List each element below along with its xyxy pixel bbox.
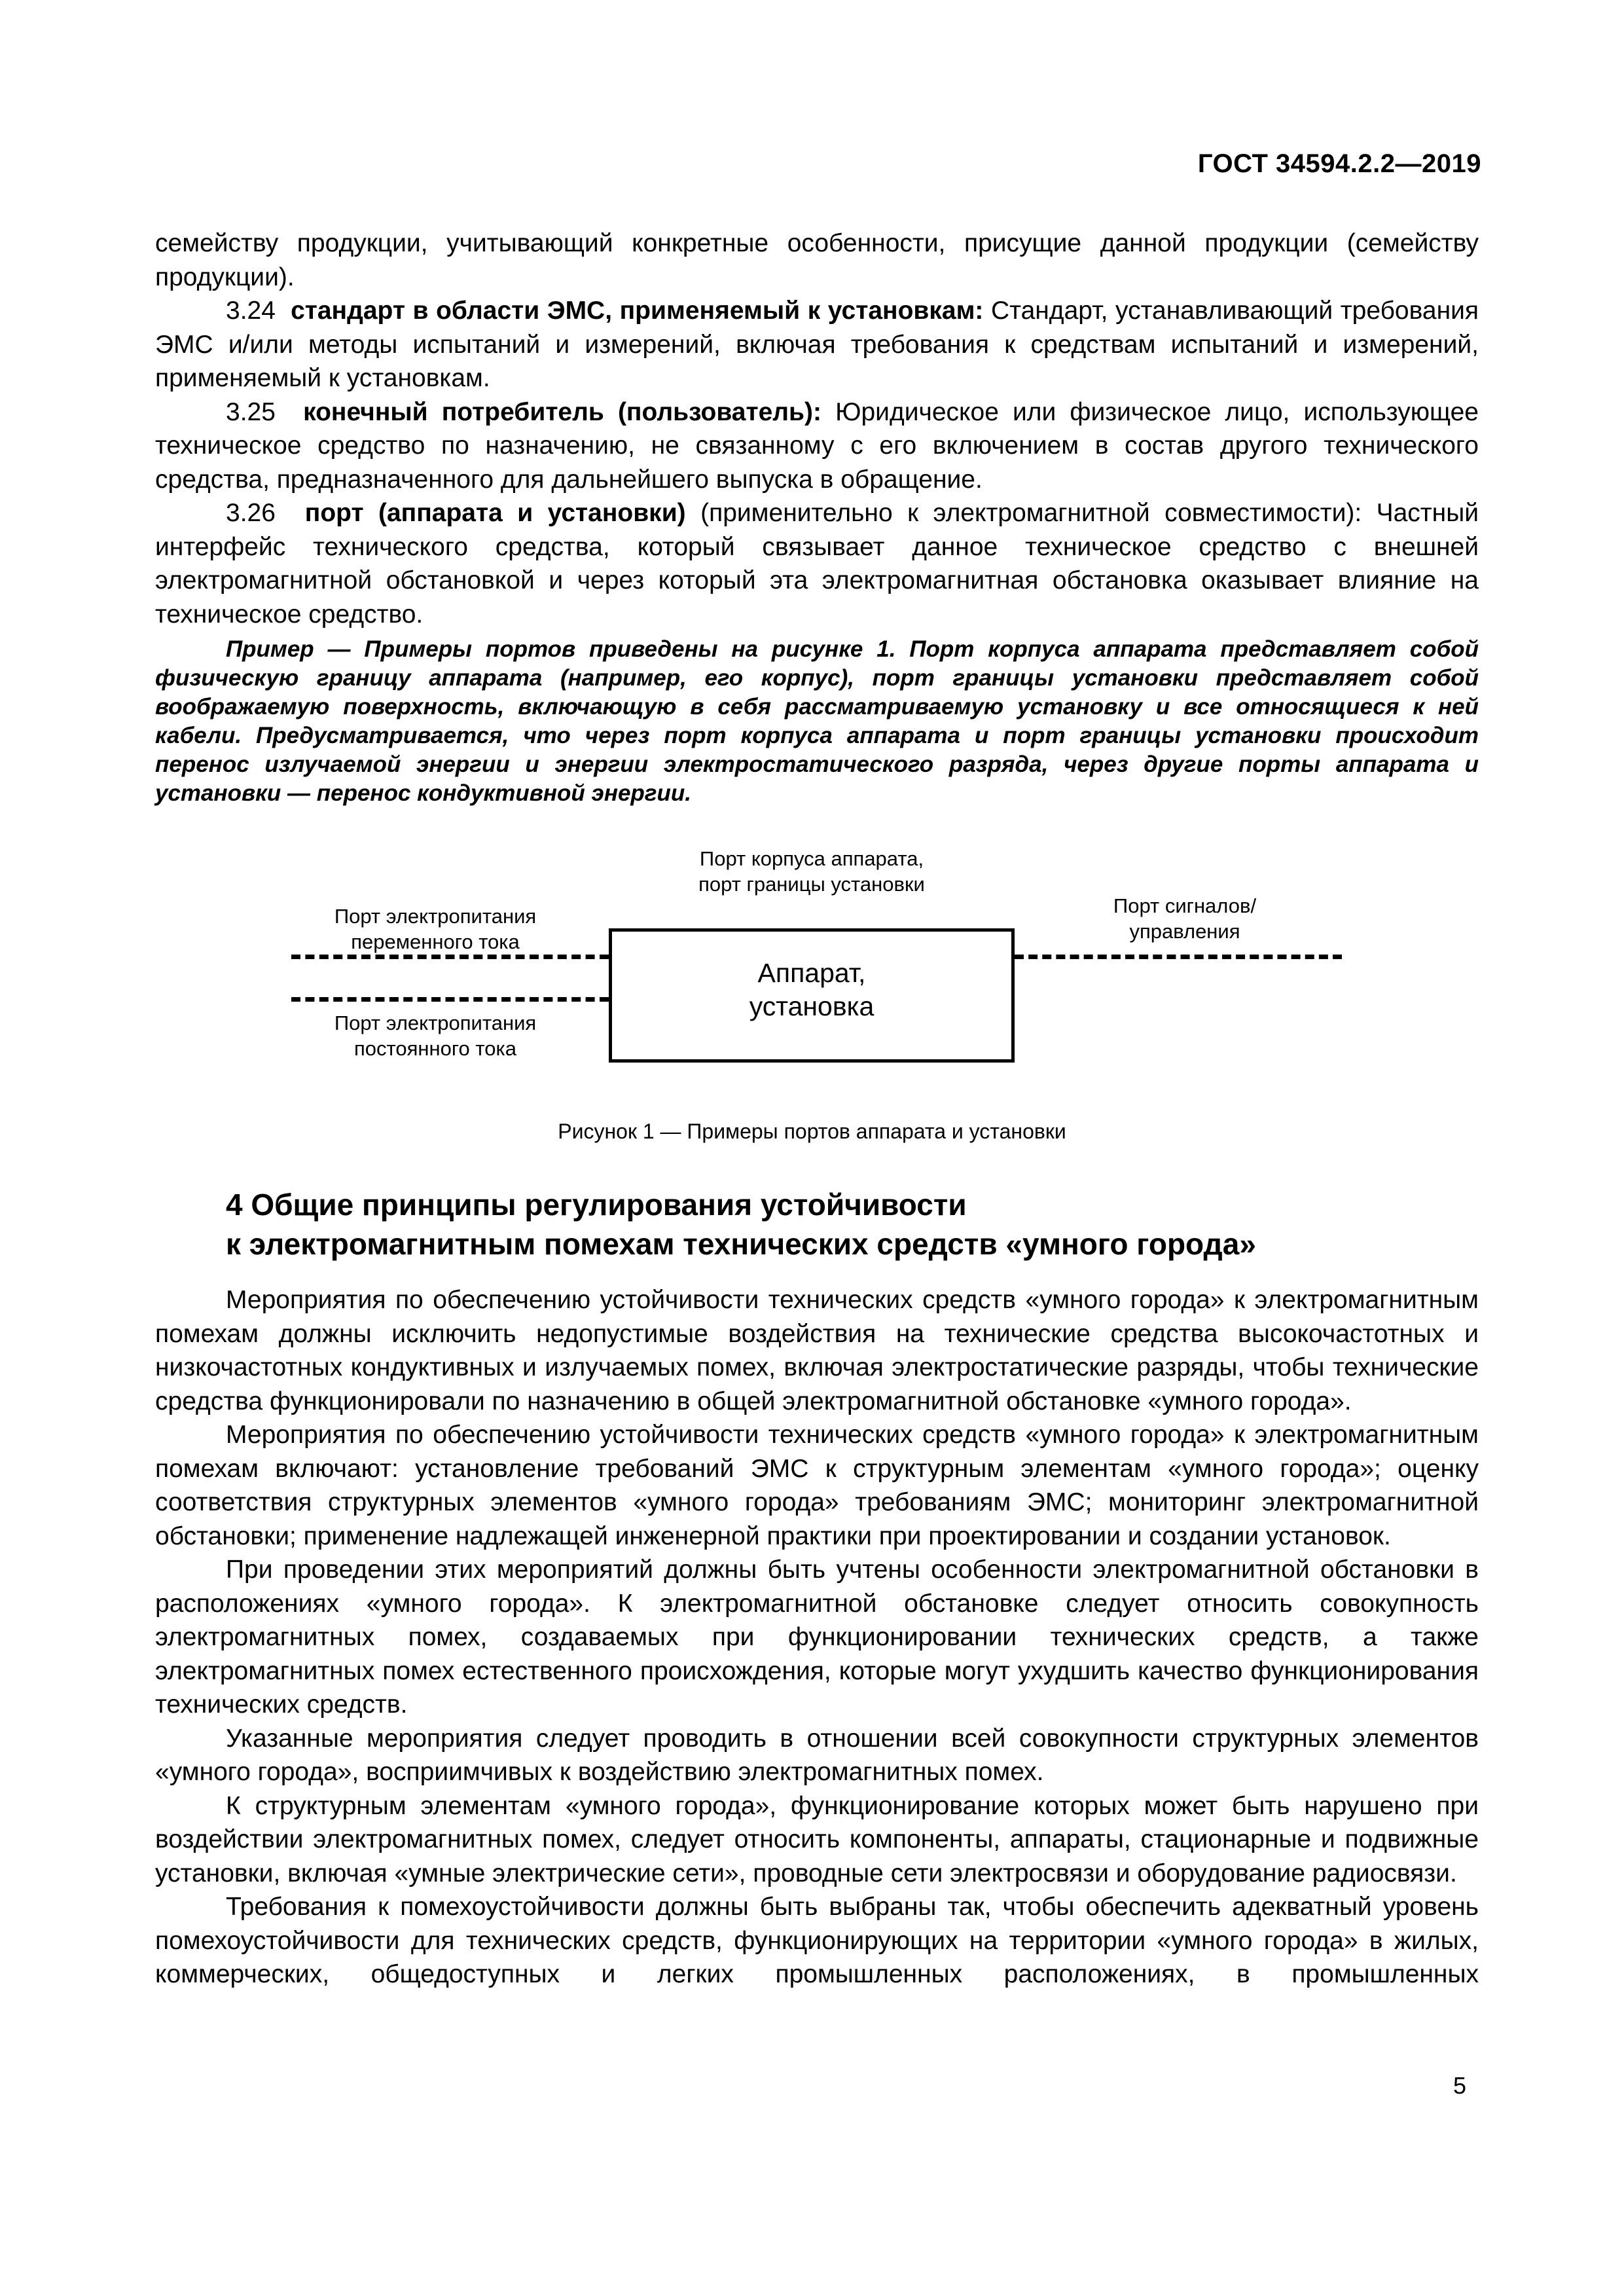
page-number: 5 bbox=[1453, 2072, 1467, 2099]
label-line: Порт электропитания bbox=[334, 905, 537, 928]
term-definition: Юридическое или физическое лицо, использующее техническое средство по назначению, не связанному с его включением в состав другого технического средства, предназначенного для дальнейшего выпуска в обращение. bbox=[155, 397, 1479, 494]
signal-port-label bbox=[1041, 893, 1329, 944]
label-line: постоянного тока bbox=[354, 1037, 516, 1060]
figure-ports-diagram bbox=[281, 847, 1362, 1074]
apparatus-label bbox=[612, 957, 1011, 1023]
label-line: Порт сигналов/ bbox=[1113, 894, 1257, 917]
body-paragraph: Мероприятия по обеспечению устойчивости технических средств «умного города» к электромагнитным помехам должны исключить недопустимые воздействия на технические средства высокочастотных и низкочастотных кондуктивных и излучаемых помех, включая электростатические разряды, чтобы технические средства функционировали по назначению в общей электромагнитной обстановке «умного города». bbox=[155, 1286, 1479, 1415]
document-id-header: ГОСТ 34594.2.2—2019 bbox=[1197, 149, 1481, 178]
term-title: конечный потребитель (пользователь): bbox=[303, 397, 821, 426]
term-number: 3.26 bbox=[226, 499, 276, 527]
term-title: стандарт в области ЭМС, применяемый к установкам: bbox=[291, 297, 984, 325]
heading-line: 4 Общие принципы регулирования устойчивости bbox=[226, 1188, 967, 1222]
ac-power-line bbox=[291, 955, 609, 959]
body-paragraph: К структурным элементам «умного города», функционирование которых может быть нарушено при воздействии электромагнитных помех, следует относить компоненты, аппараты, стационарные и подвижные установки, включая «умные электрические сети», проводные сети электросвязи и оборудование радиосвязи. bbox=[155, 1791, 1479, 1887]
term-title: порт (аппарата и установки) bbox=[304, 499, 686, 527]
enclosure-port-label bbox=[628, 846, 995, 897]
dc-power-line bbox=[291, 997, 609, 1002]
body-paragraph: Указанные мероприятия следует проводить в отношении всей совокупности структурных элементов «умного города», восприимчивых к воздействию электромагнитных помех. bbox=[155, 1724, 1479, 1786]
label-line: Порт электропитания bbox=[334, 1011, 537, 1034]
term-definition: Стандарт, устанавливающий требования ЭМС и/или методы испытаний и измерений, включая требования к средствам испытаний и измерений, применяемый к установкам. bbox=[155, 297, 1479, 392]
term-3-26 bbox=[155, 496, 1479, 631]
figure-caption: Рисунок 1 — Примеры портов аппарата и установки bbox=[558, 1120, 1066, 1143]
label-line: порт границы установки bbox=[698, 873, 925, 896]
ac-power-port-label bbox=[281, 903, 589, 955]
term-3-25 bbox=[155, 395, 1479, 497]
body-paragraph: Требования к помехоустойчивости должны быть выбраны так, чтобы обеспечить адекватный уровень помехоустойчивости для технических средств, функционирующих на территории «умного города» в жилых, коммерческих, общедоступных и легких промышленных расположениях, в промышленных bbox=[155, 1893, 1479, 1988]
section-4-heading bbox=[226, 1185, 1256, 1264]
section-4-body bbox=[155, 1283, 1479, 1992]
definitions-block bbox=[155, 227, 1479, 631]
body-paragraph: При проведении этих мероприятий должны быть учтены особенности электромагнитной обстановки в расположениях «умного города». К электромагнитной обстановке следует относить совокупность электромагнитных помех, создаваемых при функционировании технических средств, а также электромагнитных помех естественного происхождения, которые могут ухудшить качество функционирования технических средств. bbox=[155, 1556, 1479, 1719]
label-line: Порт корпуса аппарата, bbox=[699, 847, 924, 870]
example-note bbox=[155, 635, 1479, 808]
label-line: переменного тока bbox=[351, 930, 520, 953]
term-number: 3.25 bbox=[226, 397, 276, 426]
heading-line: к электромагнитным помехам технических средств «умного города» bbox=[226, 1227, 1256, 1261]
apparatus-box bbox=[609, 928, 1015, 1063]
example-text: Пример — Примеры портов приведены на рисунке 1. Порт корпуса аппарата представляет собой физическую границу аппарата (например, его корпус), порт границы установки представляет собой воображаемую поверхность, включающую в себя рассматриваемую установку и все относящиеся к ней кабели. Предусматривается, что через порт корпуса аппарата и порт границы установки происходит перенос излучаемой энергии и энергии электростатического разряда, через другие порты аппарата и установки — перенос кондуктивной энергии. bbox=[155, 636, 1479, 806]
term-number: 3.24 bbox=[226, 297, 276, 325]
continuation-paragraph: семейству продукции, учитывающий конкретные особенности, присущие данной продукции (семейству продукции). bbox=[155, 229, 1479, 291]
label-line: управления bbox=[1129, 920, 1240, 943]
label-line: установка bbox=[749, 991, 875, 1021]
term-definition: (применительно к электромагнитной совместимости): Частный интерфейс технического средства, который связывает данное техническое средство с внешней электромагнитной обстановкой и через который эта электромагнитная обстановка оказывает влияние на техническое средство. bbox=[155, 499, 1479, 629]
signal-line bbox=[1015, 955, 1342, 959]
body-paragraph: Мероприятия по обеспечению устойчивости технических средств «умного города» к электромагнитным помехам включают: установление требований ЭМС к структурным элементам «умного города»; оценку соответствия структурных элементов «умного города» требованиям ЭМС; мониторинг электромагнитной обстановки; применение надлежащей инженерной практики при проектировании и создании установок. bbox=[155, 1421, 1479, 1550]
term-3-24 bbox=[155, 294, 1479, 395]
label-line: Аппарат, bbox=[757, 958, 866, 988]
dc-power-port-label bbox=[281, 1010, 589, 1061]
